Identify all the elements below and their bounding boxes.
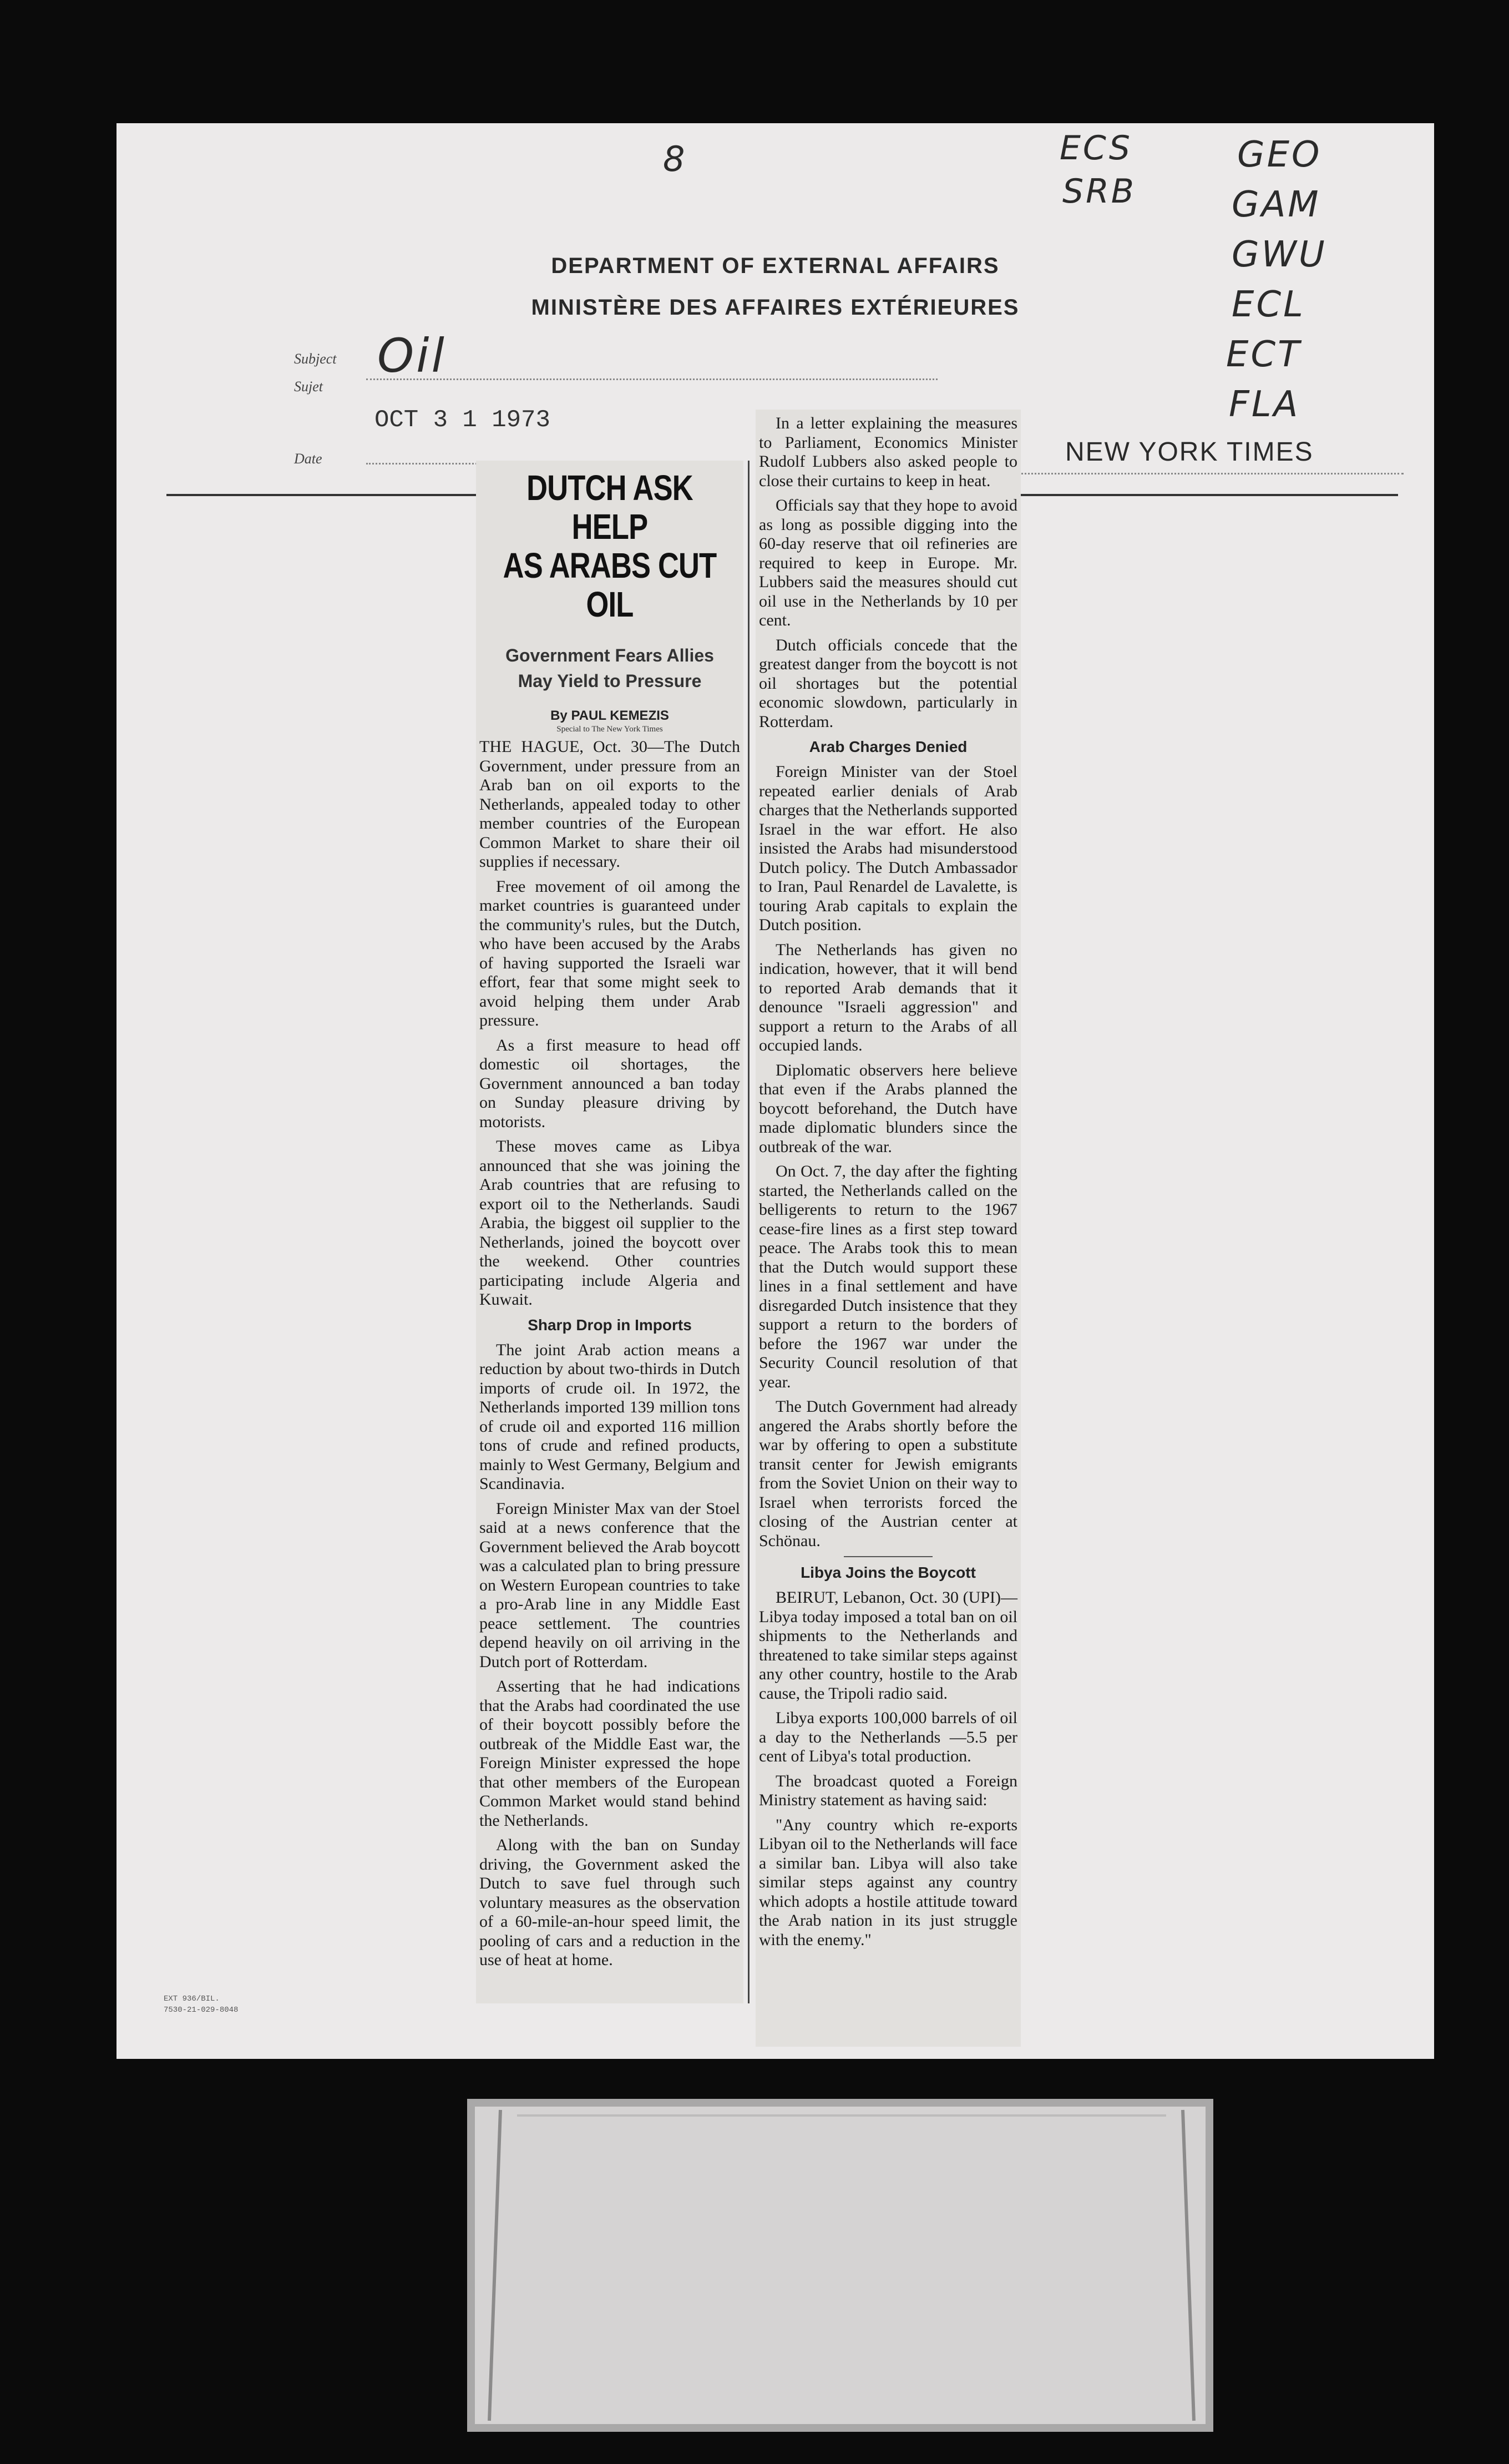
form-code-line-2: 7530-21-029-8048 [164,2006,239,2014]
paragraph: The joint Arab action means a reduction by about two-thirds in Dutch imports of crude oil. In 1972, the Netherlands imported 139 million tons of crude oil and exported 116 million tons of crude and refined products, mainly to West Germany, Belgium and Scandinavia. [479,1340,740,1493]
subheading-arab-charges: Arab Charges Denied [809,738,968,755]
date-stamp: OCT 3 1 1973 [374,406,550,434]
subheading-libya: Libya Joins the Boycott [801,1564,976,1581]
department-heading-fr: MINISTÈRE DES AFFAIRES EXTÉRIEURES [531,295,1020,320]
paragraph: Along with the ban on Sunday driving, the Government asked the Dutch to save fuel through such voluntary measures as the observation of a 60-mile-an-hour speed limit, the pooling of cars and a reduction in the use of heat at home. [479,1836,740,1969]
paragraph: The Dutch Government had already angered the Arabs shortly before the war by offering to open a substitute transit center for Jewish emigrants from the Soviet Union on their way to Israel when terrorists forced the closing of the Austrian center at Schönau. [759,1397,1017,1550]
subject-label: Subject [294,351,337,367]
deck-line-1: Government Fears Allies [505,645,714,665]
sujet-label: Sujet [294,378,323,395]
routing-mark-ecl: ECL [1232,284,1305,325]
paragraph: The Netherlands has given no indication, however, that it will bend to reported Arab demands that it denounce "Israeli aggression" and support a return to the Arabs of all occupied lands. [759,940,1017,1054]
date-label: Date [294,451,322,467]
paragraph: Asserting that he had indications that the Arabs had coordinated the use of their boycott possibly before the outbreak of the Middle East war, the Foreign Minister expressed the hope that other members of the European Common Market would stand behind the Netherlands. [479,1677,740,1830]
routing-mark-geo: GEO [1237,134,1322,175]
routing-mark-gam: GAM [1232,184,1321,225]
byline-special: Special to The New York Times [556,725,663,734]
form-code-line-1: EXT 936/BIL. [164,1995,220,2003]
routing-mark-ect: ECT [1226,334,1302,375]
deck-line-2: May Yield to Pressure [518,671,702,691]
subheading-sharp-drop: Sharp Drop in Imports [528,1316,692,1334]
source-line [1004,473,1404,474]
paragraph: THE HAGUE, Oct. 30—The Dutch Government, under pressure from an Arab ban on oil exports to the Netherlands, appealed today to other member countries of the European Common Market to share their oil supplies if necessary. [479,738,740,871]
paragraph: Diplomatic observers here believe that even if the Arabs planned the boycott beforehand, the Dutch have made diplomatic blunders since the outbreak of the war. [759,1061,1017,1156]
paragraph: On Oct. 7, the day after the fighting started, the Netherlands called on the belligerents to return to the 1967 cease-fire lines as a first step toward peace. The Arabs took this to mean that the Dutch would support these lines in a final settlement and have disregarded Dutch insistence that they support a return to the borders of before the 1967 war under the Security Council resolution of that year. [759,1162,1017,1391]
form-code [164,1993,238,2016]
paragraph: Dutch officials concede that the greatest danger from the boycott is not oil shortages but the potential economic slowdown, particularly in Rotterdam. [759,635,1017,731]
subject-value: Oil [377,329,447,383]
headline-line-2: AS ARABS CUT OIL [503,546,717,624]
source-name: NEW YORK TIMES [1065,437,1314,467]
paragraph: Libya exports 100,000 barrels of oil a day to the Netherlands —5.5 per cent of Libya's total production. [759,1709,1017,1765]
headline-line-1: DUTCH ASK HELP [526,468,693,547]
page-number: 8 [663,139,687,179]
paragraph: Foreign Minister Max van der Stoel said at a news conference that the Government believed the Arab boycott was a calculated plan to bring pressure on Western European countries to take a pro-Arab line in any Middle East peace settlement. The countries depend heavily on oil arriving in the Dutch port of Rotterdam. [479,1499,740,1671]
department-heading-en: DEPARTMENT OF EXTERNAL AFFAIRS [551,254,1000,278]
header-rule-right [1015,494,1398,496]
paragraph: Officials say that they hope to avoid as long as possible digging into the 60-day reserve that oil refineries are required to keep in Europe. Mr. Lubbers said the measures should cut oil use in the Netherlands by 10 per cent. [759,496,1017,629]
folder-tab-fold-lines [467,2099,1213,2432]
paragraph: The broadcast quoted a Foreign Ministry statement as having said: [759,1771,1017,1809]
paragraph: In a letter explaining the measures to Parliament, Economics Minister Rudolf Lubbers also asked people to close their curtains to keep in heat. [759,414,1017,490]
clipping-column-1 [476,461,743,2003]
column-divider [748,461,750,2003]
routing-mark-gwu: GWU [1232,234,1327,275]
clipping-column-2 [756,410,1021,2047]
paragraph: These moves came as Libya announced that she was joining the Arab countries that are refusing to export oil to the Netherlands. Saudi Arabia, the biggest oil supplier to the Netherlands, joined the boycott over the weekend. Other countries participating include Algeria and Kuwait. [479,1137,740,1309]
subject-line [366,378,938,380]
routing-mark-fla: FLA [1229,384,1300,425]
paragraph: BEIRUT, Lebanon, Oct. 30 (UPI)—Libya today imposed a total ban on oil shipments to the Netherlands and threatened to take similar steps against any other country, hostile to the Arab cause, the Tripoli radio said. [759,1588,1017,1703]
byline: By PAUL KEMEZIS [550,708,669,723]
paragraph: As a first measure to head off domestic oil shortages, the Government announced a ban today on Sunday pleasure driving by motorists. [479,1036,740,1131]
routing-mark-srb: SRB [1062,172,1136,211]
paragraph: Free movement of oil among the market countries is guaranteed under the community's rules, but the Dutch, who have been accused by the Arabs of having supported the Israeli war effort, fear that some might seek to avoid helping them under Arab pressure. [479,877,740,1029]
routing-mark-ecs: ECS [1060,129,1133,168]
paragraph: Foreign Minister van der Stoel repeated earlier denials of Arab charges that the Netherlands supported Israel in the war effort. He also insisted the Arabs had misunderstood Dutch policy. The Dutch Ambassador to Iran, Paul Renardel de Lavalette, is touring Arab capitals to explain the Dutch position. [759,763,1017,934]
paragraph: "Any country which re-exports Libyan oil to the Netherlands will face a similar ban. Libya will also take similar steps against any country which adopts a hostile attitude toward the Arab nation in its just struggle with the enemy." [759,1815,1017,1949]
